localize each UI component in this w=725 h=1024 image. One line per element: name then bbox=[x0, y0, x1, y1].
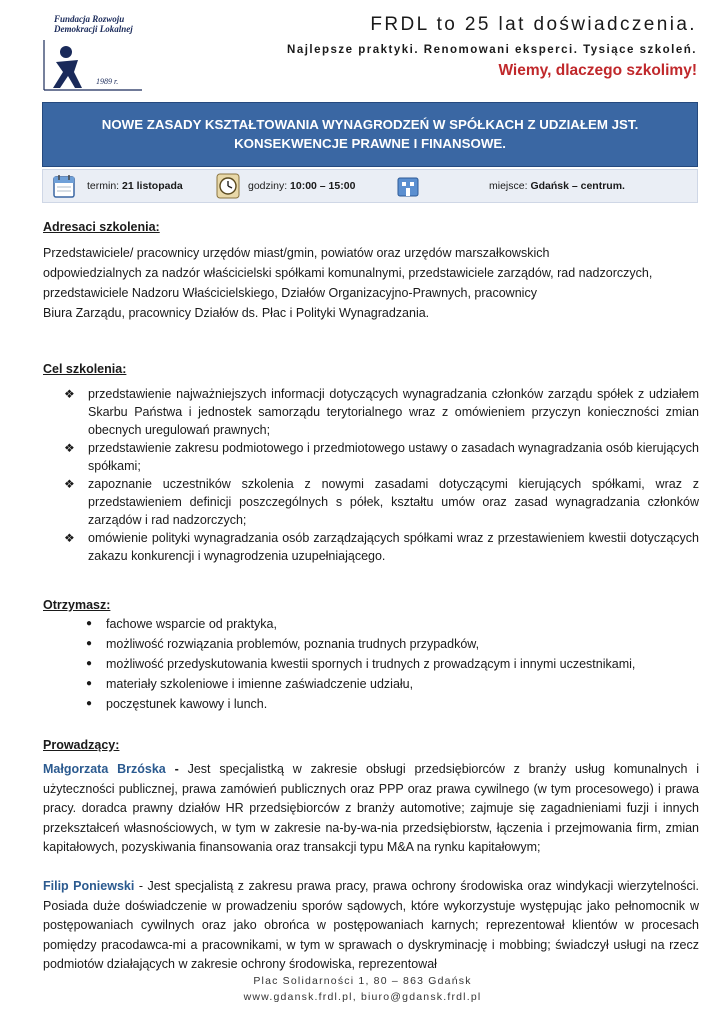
bullet-icon: ● bbox=[86, 698, 93, 709]
logo-text bbox=[54, 14, 133, 34]
list-item bbox=[84, 674, 704, 694]
list-item bbox=[84, 654, 704, 674]
page-footer bbox=[0, 973, 725, 1005]
frdl-logo bbox=[38, 10, 148, 92]
godziny-info bbox=[248, 180, 355, 192]
trainer-separator: - bbox=[134, 879, 148, 893]
diamond-bullet-icon: ❖ bbox=[64, 387, 75, 401]
logo-line-1: Fundacja Rozwoju bbox=[54, 14, 125, 24]
adresaci-line: przedstawiciele Nadzoru Właścicielskiego, Działów Organizacyjno-Prawnych, pracownicy bbox=[43, 286, 537, 300]
miejsce-label: miejsce: bbox=[489, 180, 528, 192]
diamond-bullet-icon: ❖ bbox=[64, 531, 75, 545]
logo-year: 1989 r. bbox=[96, 77, 119, 86]
cel-item-text: zapoznanie uczestników szkolenia z nowymi zasadami dotyczącymi kierujących spółkami, wraz z przedstawieniem definicji poszczególnych s półek, kształtu umów oraz zasad wynagradzania członków zarządów i rad nadzorczych; bbox=[88, 477, 699, 527]
godziny-value: 10:00 – 15:00 bbox=[290, 180, 356, 192]
list-item bbox=[64, 475, 699, 529]
clock-icon bbox=[215, 172, 241, 200]
course-title-banner bbox=[42, 102, 698, 167]
trainer-bio-text-2: Jest specjalistą z zakresu prawa pracy, prawa ochrony środowiska oraz windykacji wierzytelności. Posiada duże doświadczenie w prowadzeniu sporów sądowych, które wykorzystuje występując jako pełnomocnik w postępowaniach cywilnych oraz jako obrońca w postępowaniach karnych; reprezentował klientów w procesach pomiędzy pracodawca-mi a pracownikami, w tym w sprawach o dyskryminację i mobbing; świadczył usługi na rzecz podmiotów działających w zakresie ochrony środowiska, reprezentował bbox=[43, 879, 700, 971]
miejsce-value: Gdańsk – centrum. bbox=[530, 180, 625, 192]
otrzymasz-item-text: możliwość przedyskutowania kwestii spornych i trudnych z prowadzącym i innymi uczestnikami, bbox=[106, 657, 636, 671]
adresaci-line: Biura Zarządu, pracownicy Działów ds. Płac i Polityki Wynagradzania. bbox=[43, 306, 430, 320]
otrzymasz-item-text: możliwość rozwiązania problemów, poznania trudnych przypadków, bbox=[106, 637, 480, 651]
list-item bbox=[64, 439, 699, 475]
list-item bbox=[84, 694, 704, 714]
adresaci-line: Przedstawiciele/ pracownicy urzędów miast/gmin, powiatów oraz urzędów marszałkowskich bbox=[43, 246, 550, 260]
bullet-icon: ● bbox=[86, 638, 93, 649]
trainer-name-1: Małgorzata Brzóska bbox=[43, 762, 166, 776]
miejsce-info bbox=[489, 180, 625, 192]
diamond-bullet-icon: ❖ bbox=[64, 477, 75, 491]
course-title-line-2: KONSEKWENCJE PRAWNE I FINANSOWE. bbox=[234, 136, 506, 151]
list-item bbox=[64, 529, 699, 565]
trainer-bio-1 bbox=[43, 760, 699, 858]
footer-contact: www.gdansk.frdl.pl, biuro@gdansk.frdl.pl bbox=[243, 991, 482, 1003]
location-building-icon bbox=[395, 172, 421, 200]
bullet-icon: ● bbox=[86, 658, 93, 669]
header-subtitle: Najlepsze praktyki. Renomowani eksperci. Tysiące szkoleń. bbox=[287, 44, 697, 56]
adresaci-text bbox=[43, 243, 699, 323]
list-item bbox=[84, 614, 704, 634]
otrzymasz-item-text: fachowe wsparcie od praktyka, bbox=[106, 617, 277, 631]
event-info-bar bbox=[42, 169, 698, 203]
adresaci-line: odpowiedzialnych za nadzór właścicielski spółkami komunalnymi, przedstawiciele zarządów, rad nadzorczych, bbox=[43, 266, 653, 280]
trainer-bio-text-1: Jest specjalistką w zakresie obsługi przedsiębiorców z branży usług komunalnych i użyteczności publicznej, prawa zamówień publicznych oraz PPP oraz prawa cywilnego (w tym procesowego) i prawa pracy. doradca prawny działów HR przedsiębiorców z branży automotive; zajmuje się zagadnieniami fuzji i innych przekształceń własnościowych, w tym w zakresie na-by-wa-nia przedsiębiorstw, łączenia i przejmowania firm, zmian kapitałowych, pozyskiwania finansowania oraz transakcji typu M&A na rynku kapitałowym; bbox=[43, 762, 700, 854]
otrzymasz-heading: Otrzymasz: bbox=[43, 598, 111, 612]
otrzymasz-item-text: poczęstunek kawowy i lunch. bbox=[106, 697, 268, 711]
bullet-icon: ● bbox=[86, 678, 93, 689]
adresaci-heading: Adresaci szkolenia: bbox=[43, 220, 160, 234]
trainer-bio-2 bbox=[43, 877, 699, 975]
godziny-label: godziny: bbox=[248, 180, 288, 192]
cel-list bbox=[64, 385, 699, 565]
trainer-separator: - bbox=[165, 762, 188, 776]
course-title-line-1: NOWE ZASADY KSZTAŁTOWANIA WYNAGRODZEŃ W SPÓŁKACH Z UDZIAŁEM JST. bbox=[101, 117, 639, 132]
cel-item-text: omówienie polityki wynagradzania osób zarządzających spółkami wraz z przestawieniem kwestii dotyczących zakazu konkurencji i wynagrodzenia uzupełniającego. bbox=[88, 531, 699, 563]
otrzymasz-list bbox=[84, 614, 704, 714]
calendar-icon bbox=[51, 172, 77, 200]
diamond-bullet-icon: ❖ bbox=[64, 441, 75, 455]
bullet-icon: ● bbox=[86, 618, 93, 629]
cel-heading: Cel szkolenia: bbox=[43, 362, 127, 376]
header-tagline: Wiemy, dlaczego szkolimy! bbox=[498, 62, 697, 79]
otrzymasz-item-text: materiały szkoleniowe i imienne zaświadczenie udziału, bbox=[106, 677, 414, 691]
list-item bbox=[84, 634, 704, 654]
termin-info bbox=[87, 180, 183, 192]
cel-item-text: przedstawienie zakresu podmiotowego i przedmiotowego ustawy o zasadach wynagradzania osób kierujących spółkami; bbox=[88, 441, 699, 473]
list-item bbox=[64, 385, 699, 439]
logo-line-2: Demokracji Lokalnej bbox=[54, 24, 133, 34]
prowadzacy-heading: Prowadzący: bbox=[43, 738, 120, 752]
termin-label: termin: bbox=[87, 180, 120, 192]
termin-value: 21 listopada bbox=[122, 180, 183, 192]
cel-item-text: przedstawienie najważniejszych informacji dotyczących wynagradzania członków zarządu spółek z udziałem Skarbu Państwa i jednostek samorządu terytorialnego wraz z omówieniem przyczyn konieczności zmian obecnych uregulowań prawnych; bbox=[88, 387, 699, 437]
header-title: FRDL to 25 lat doświadczenia. bbox=[370, 14, 697, 35]
footer-address: Plac Solidarności 1, 80 – 863 Gdańsk bbox=[253, 975, 472, 987]
trainer-name-2: Filip Poniewski bbox=[43, 879, 135, 893]
